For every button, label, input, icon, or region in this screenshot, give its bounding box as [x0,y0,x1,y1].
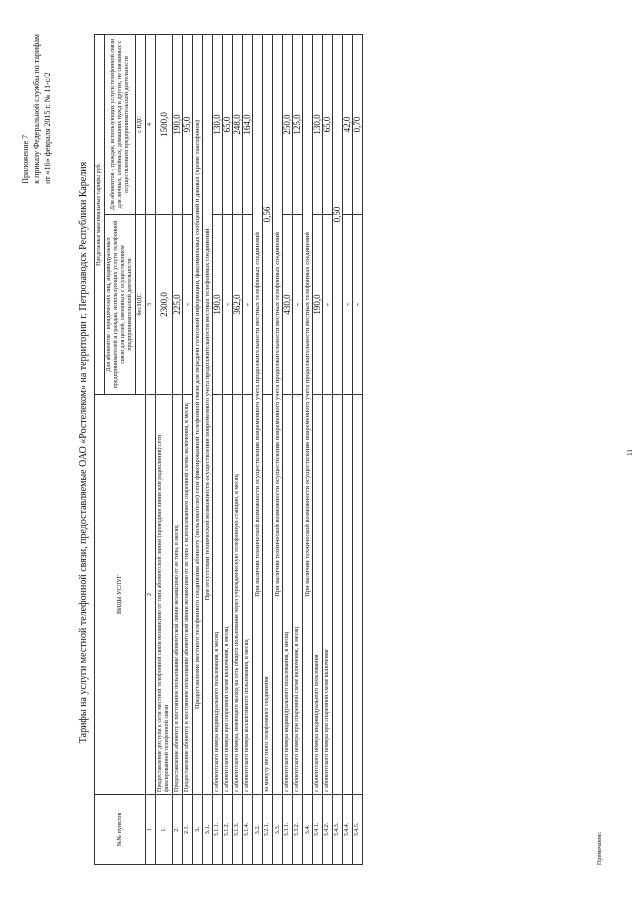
row-value-b: 164,0 [243,34,253,214]
page-number: 11 [626,449,634,456]
row-value-b: 65,0 [323,34,333,214]
row-service [333,395,343,795]
index-2: 2 [146,395,156,795]
col-a-vat: без НДС [136,215,146,395]
col-a-header: Для абонентов - юридических лиц, индивидуальных предпринимателей и граждан, использующих услуги телефонной связи для целей, связанных с осуществлением предпринимательской деятельности [105,215,136,395]
row-num: 3.3.2. [293,795,303,865]
section-3-title: Предоставление местного телефонного соединения абоненту (пользователю) сети фиксированной телефонной связи для передачи голосовой информации, факсимильных сообщений и данных (кроме таксофонов) [193,34,203,794]
row-value-b: 95,0 [183,34,193,214]
row-value-b: 125,0 [293,34,303,214]
col-service-header: ВИДЫ УСЛУГ [95,395,146,795]
col-num-header: №№ пунктов [95,795,146,865]
row-value-b: 0,70 [353,34,363,214]
section-row-3: 3. Предоставление местного телефонного соединения абоненту (пользователю) сети фиксированной телефонной связи для передачи голосовой информации, факсимильных сообщений и данных (кроме таксофонов) [193,34,203,864]
appendix-note [20,34,53,184]
row-num: 3.1.2. [223,795,233,865]
row-value-a: 190,0 [313,215,323,395]
row-service: за минуту местного телефонного соединения [263,395,273,795]
row-value-b: 248,0 [233,34,243,214]
row-value-b: 190,0 [173,34,183,214]
index-1: 1 [146,795,156,865]
table-row [343,34,353,864]
row-num: 3.3.1. [283,795,293,865]
row-service: с абонентского номера индивидуального пользования, в месяц [283,395,293,795]
row-value-a: - [243,215,253,395]
row-num: 3.4.5. [353,795,363,865]
index-3: 3 [146,215,156,395]
section-row-3-4 [303,34,313,864]
table-row [173,34,183,864]
table-row [313,34,323,864]
row-service: Предоставление абоненту в постоянное пользование абонентской линии независимо от ее типа, в месяц [173,395,183,795]
table-row [263,34,273,864]
row-service: с абонентского номера при спаренной схеме включения, в месяц [223,395,233,795]
table-row [156,34,173,864]
tariff-table [94,34,363,865]
row-service: Предоставление абоненту в постоянное пользование абонентской линии независимо от ее типа с использованием спаренной схемы включения, в месяц [183,395,193,795]
table-row [293,34,303,864]
row-num: 3.1.1. [213,795,223,865]
table-row [243,34,253,864]
row-num: 3.4.4. [343,795,353,865]
row-value-a: 362,0 [233,215,243,395]
row-value-b: 1500,0 [156,34,173,214]
row-num: 3.1.3. [233,795,243,865]
row-num: 3.4. [303,795,313,865]
row-num: 3.2. [253,795,263,865]
row-value-merged: 0,50 [333,34,343,394]
row-num: 3.1. [203,795,213,865]
row-value-a: - [183,215,193,395]
row-value-a: - [323,215,333,395]
row-value-merged: 0,56 [263,34,273,394]
row-value-b: 65,0 [223,34,233,214]
index-4: 4 [146,34,156,214]
appendix-line-1: Приложение 7 [21,134,30,184]
row-value-a: 430,0 [283,215,293,395]
row-value-b: 250,0 [283,34,293,214]
col-tariffs-header: Предельные максимальные тарифы руб. [95,34,105,394]
row-value-a: 225,0 [173,215,183,395]
table-row [323,34,333,864]
section-3-1-title: При отсутствии технической возможности осуществления повременного учета продолжительности местных телефонных соединений [203,34,213,794]
row-value-a: - [343,215,353,395]
row-num: 3.1.4. [243,795,253,865]
appendix-line-3: от «16» февраля 2015 г. № 11-с/2 [43,72,52,184]
table-row [233,34,243,864]
row-num: 2.1. [183,795,193,865]
row-value-a: 2300,0 [156,215,173,395]
col-b-vat: с НДС [136,34,146,214]
row-num: 3.2.1. [263,795,273,865]
row-service: с абонентского номера коллективного пользования, в месяц [243,395,253,795]
section-3-4-title: При наличии технической возможности осуществления повременного учета продолжительности местных телефонных соединений [303,34,313,794]
document-title: Тарифы на услуги местной телефонной связи, предоставляемые ОАО «Ростелеком» на территории г. Петрозаводск Республики Карелия [78,161,89,744]
row-service: с абонентского номера индивидуального пользования [313,395,323,795]
footnote [596,34,604,865]
section-row-3-1 [203,34,213,864]
row-num: 3.4.3. [333,795,343,865]
row-service: с абонентского номера при спаренной схеме включения, в месяц [293,395,303,795]
row-num: 3.4.2. [323,795,333,865]
row-num: 2. [173,795,183,865]
table-row [333,34,343,864]
row-value-a: 190,0 [213,215,223,395]
section-3-2-title: При наличии технической возможности осуществления повременного учета продолжительности местных телефонных соединений [253,34,263,794]
table-row [283,34,293,864]
table-row [183,34,193,864]
row-value-b: 42,0 [343,34,353,214]
table-row [353,34,363,864]
row-service: с абонентского номера при спаренной схеме включения [323,395,333,795]
footnote-label: Примечание: [597,831,603,865]
row-service [343,395,353,795]
row-value-b: 130,0 [213,34,223,214]
appendix-line-2: к приказу Федеральной службы по тарифам [32,34,41,184]
row-value-a: - [353,215,363,395]
row-value-b: 130,0 [313,34,323,214]
row-service: с абонентского номера, имеющего выход на сеть общего пользования через учрежденческую телефонную станцию, в месяц [233,395,243,795]
row-num: 1. [156,795,173,865]
table-row [213,34,223,864]
row-service: с абонентского номера индивидуального пользования, в месяц [213,395,223,795]
col-b-header: Для абонентов - граждан, использующих услуги телефонной связи для личных, семейных, домашних нужд и других, не связанных с осуществлением предпринимательской деятельности [105,34,136,214]
row-num: 3.4.1. [313,795,323,865]
section-row-3-3: 3.3. При наличии технической возможности осуществления повременного учета продолжительности местных телефонных соединений [273,34,283,864]
section-row-3-2 [253,34,263,864]
row-value-a: - [293,215,303,395]
section-3-3-title: При наличии технической возможности осуществления повременного учета продолжительности местных телефонных соединений [273,34,283,794]
table-row [223,34,233,864]
row-value-a: - [223,215,233,395]
row-service: Предоставление доступа к сети местной телефонной связи независимо от типа абонентской линии (проводная линия или радиолиния) сети фиксированной телефонной связи [156,395,173,795]
row-service [353,395,363,795]
